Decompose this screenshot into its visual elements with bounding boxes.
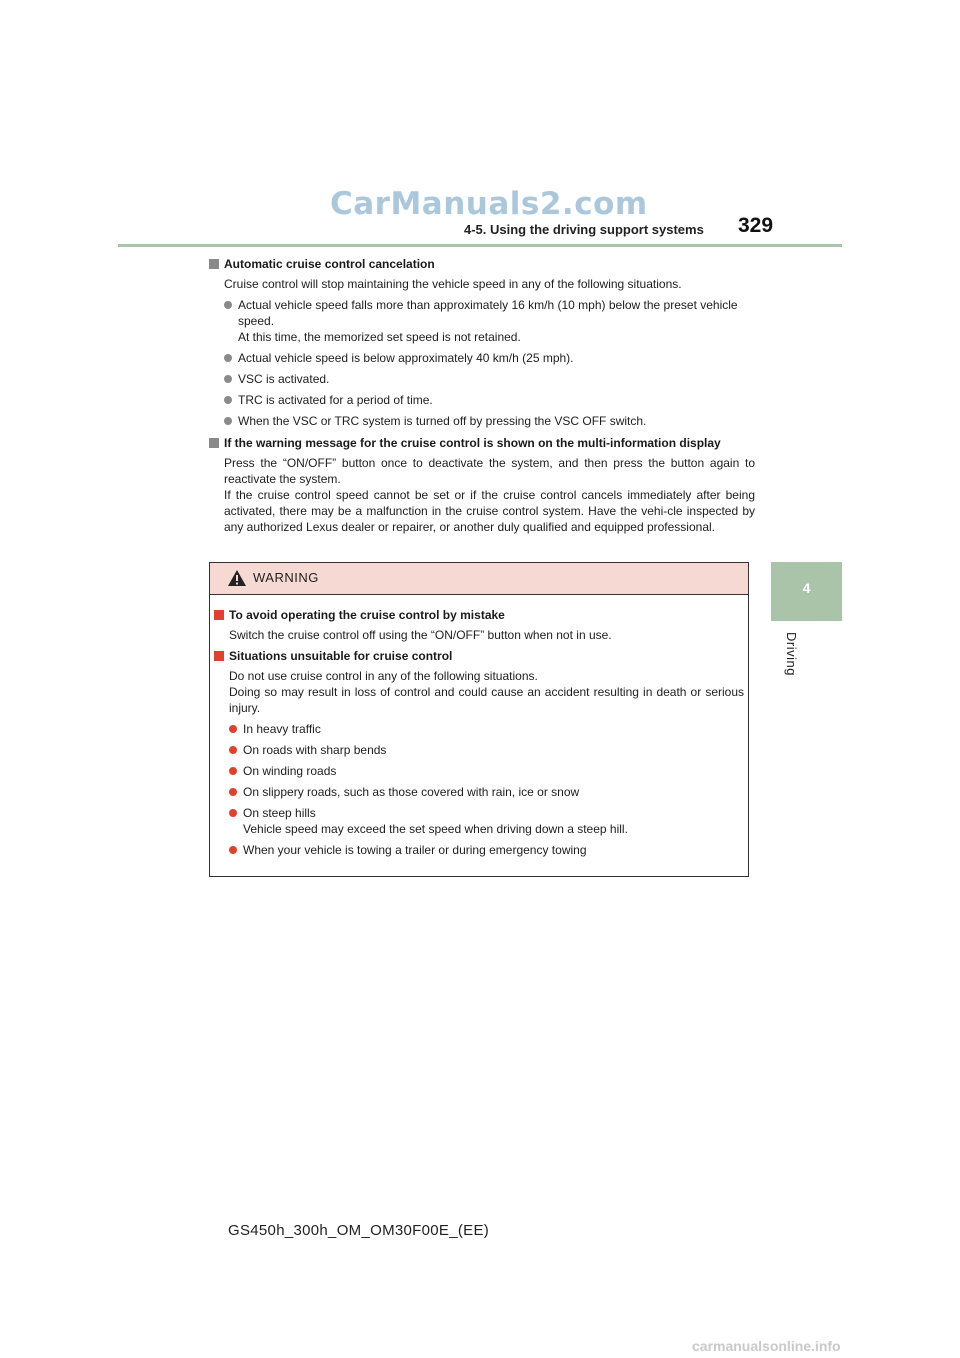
circle-bullet-icon [224, 354, 232, 362]
circle-bullet-icon [229, 809, 237, 817]
header-divider [118, 244, 842, 247]
square-bullet-icon [214, 610, 224, 620]
circle-bullet-icon [224, 301, 232, 309]
paragraph: Switch the cruise control off using the “ON/OFF” button when not in use. [229, 628, 612, 642]
warning-box [209, 562, 749, 877]
header-section-title: 4-5. Using the driving support systems [464, 222, 704, 237]
circle-bullet-icon [229, 746, 237, 754]
warning-triangle-icon [227, 569, 247, 587]
paragraph: Press the “ON/OFF” button once to deactivate the system, and then press the button again to reactivate the system. [224, 456, 755, 486]
circle-bullet-icon [229, 788, 237, 796]
list-item: When the VSC or TRC system is turned off by pressing the VSC OFF switch. [209, 413, 755, 429]
main-content [209, 256, 755, 535]
circle-bullet-icon [229, 846, 237, 854]
section-title: If the warning message for the cruise control is shown on the multi-information display [209, 435, 755, 451]
paragraph: Doing so may result in loss of control and could cause an accident resulting in death or serious injury. [229, 685, 744, 715]
warning-label: WARNING [253, 570, 319, 585]
paragraph: If the cruise control speed cannot be set or if the cruise control cancels immediately after being activated, there may be a malfunction in the cruise control system. Have the vehi-cle inspected by any authorized Lexus dealer or repairer, or another duly qualified and equipped professional. [224, 488, 755, 534]
document-code: GS450h_300h_OM_OM30F00E_(EE) [228, 1222, 490, 1239]
list-item: TRC is activated for a period of time. [209, 392, 755, 408]
square-bullet-icon [214, 651, 224, 661]
circle-bullet-icon [224, 417, 232, 425]
list-item: On steep hills Vehicle speed may exceed the set speed when driving down a steep hill. [214, 805, 744, 837]
section-title: To avoid operating the cruise control by mistake [214, 607, 744, 623]
chapter-label: Driving [784, 632, 799, 676]
chapter-number: 4 [802, 580, 811, 596]
warning-body [214, 607, 744, 858]
list-item: When your vehicle is towing a trailer or during emergency towing [214, 842, 744, 858]
square-bullet-icon [209, 438, 219, 448]
chapter-tab [771, 562, 842, 621]
list-item: On roads with sharp bends [214, 742, 744, 758]
circle-bullet-icon [224, 396, 232, 404]
page-number: 329 [738, 214, 774, 237]
list-item: In heavy traffic [214, 721, 744, 737]
warning-header [210, 563, 748, 595]
paragraph: Cruise control will stop maintaining the vehicle speed in any of the following situations. [224, 277, 682, 291]
list-item: On winding roads [214, 763, 744, 779]
list-item: Actual vehicle speed falls more than approximately 16 km/h (10 mph) below the preset vehicle speed. At this time, the memorized set speed is not retained. [209, 297, 755, 345]
circle-bullet-icon [229, 725, 237, 733]
list-item: Actual vehicle speed is below approximately 40 km/h (25 mph). [209, 350, 755, 366]
section-title: Situations unsuitable for cruise control [214, 648, 744, 664]
circle-bullet-icon [224, 375, 232, 383]
list-item: VSC is activated. [209, 371, 755, 387]
watermark-bottom: carmanualsonline.info [692, 1338, 841, 1354]
section-title: Automatic cruise control cancelation [209, 256, 755, 272]
watermark-top: CarManuals2.com [330, 186, 648, 222]
circle-bullet-icon [229, 767, 237, 775]
paragraph: Do not use cruise control in any of the following situations. [229, 669, 538, 683]
square-bullet-icon [209, 259, 219, 269]
list-item: On slippery roads, such as those covered with rain, ice or snow [214, 784, 744, 800]
